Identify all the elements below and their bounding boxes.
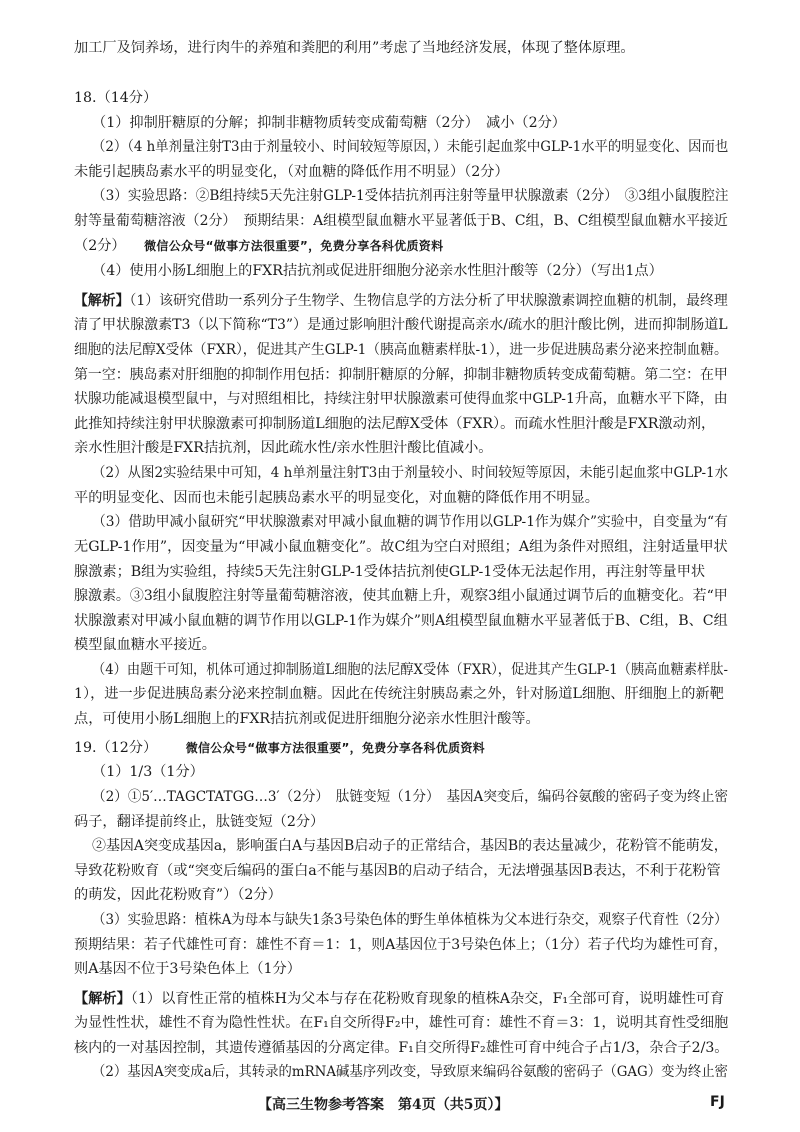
q19-analysis-1: 【解析】（1）以育性正常的植株H为父本与存在花粉败育现象的植株A杂交，F₁全部可育，说明雄性可育 — [74, 991, 725, 1007]
q18-answer-4: （4）使用小肠L细胞上的FXR拮抗剂或促进肝细胞分泌亲水性胆汁酸等（2分）（写出1点） — [92, 263, 663, 279]
q19-answer-3: （3）实验思路：植株A为母本与缺失1条3号染色体的野生单体植株为父本进行杂交，观察子代育性（2分） — [92, 912, 728, 928]
q18-analysis-line: （4）由题干可知，机体可通过抑制肠道L细胞的法尼醇X受体（FXR），促进其产生GLP-1（胰高血糖素样肽- — [92, 662, 728, 678]
q18-answer-2-cont: 未能引起胰岛素水平的明显变化，（对血糖的降低作用不明显）（2分） — [74, 164, 509, 180]
q18-answer-3: （3）实验思路：②B组持续5天先注射GLP-1受体拮抗剂再注射等量甲状腺激素（2分） ③3组小鼠腹腔注 — [92, 188, 729, 204]
q19-answer-2-cont: 码子，翻译提前终止，肽链变短（2分） — [74, 814, 325, 830]
q18-analysis-line: 腺激素。③3组小鼠腹腔注射等量葡萄糖溶液，使其血糖上升，观察3组小鼠通过调节后的血糖变化。若“甲 — [74, 588, 728, 604]
q19-analysis-line: 核内的一对基因控制，其遗传遵循基因的分离定律。F₁自交所得F₂雄性可育中纯合子占1/3，杂合子2/3。 — [74, 1040, 729, 1056]
q19-analysis-line: 为显性性状，雄性不育为隐性性状。在F₁自交所得F₂中，雄性可育：雄性不育＝3：1，说明其育性受细胞 — [74, 1015, 729, 1031]
q18-analysis-line: 第一空：胰岛素对肝细胞的抑制作用包括：抑制肝糖原的分解，抑制非糖物质转变成葡萄糖。第二空：在甲 — [74, 367, 728, 383]
q19-answer-1: （1）1/3（1分） — [92, 764, 204, 780]
q18-analysis-line: 状腺激素对甲减小鼠血糖的调节作用以GLP-1作为媒介”则A组模型鼠血糖水平显著低于B、C组，B、C组 — [74, 613, 728, 629]
q19-answer-2: （2）①5′…TAGCTATGG…3′（2分） 肽链变短（1分） 基因A突变后，编码谷氨酸的密码子变为终止密 — [92, 789, 728, 805]
q18-analysis-line: 1），进一步促进胰岛素分泌来控制血糖。因此在传统注射胰岛素之外，针对肠道L细胞、肝细胞上的新靶 — [74, 686, 724, 702]
q18-analysis-line: 模型鼠血糖水平接近。 — [74, 637, 216, 653]
q18-answer-3-score — [74, 236, 443, 256]
q19-answer-2b-cont: 导致花粉败育（或“突变后编码的蛋白a不能与基因B的启动子结合，无法增强基因B表达，不利于花粉管 — [74, 863, 721, 879]
q19-answer-2b-cont: 的萌发，因此花粉败育”）（2分） — [74, 887, 282, 903]
q18-analysis-line: （2）从图2实验结果中可知，4 h单剂量注射T3由于剂量较小、时间较短等原因，未能引起血浆中GLP-1水 — [92, 465, 729, 481]
q18-analysis-line: 无GLP-1作用”，因变量为“甲减小鼠血糖变化”。故C组为空白对照组；A组为条件对照组，注射适量甲状 — [74, 539, 728, 555]
text-line: 加工厂及饲养场，进行肉牛的养殖和粪肥的利用”考虑了当地经济发展，体现了整体原理。 — [74, 40, 635, 56]
q18-answer-3-cont: 射等量葡萄糖溶液（2分） 预期结果：A组模型鼠血糖水平显著低于B、C组，B、C组模型鼠血糖水平接近 — [74, 213, 728, 229]
page-footer: 【高三生物参考答案 第4页（共5页）】 — [258, 1097, 509, 1113]
q19-answer-3-result: 预期结果：若子代雄性可育：雄性不育＝1：1，则A基因位于3号染色体上；（1分）若子代均为雄性可育， — [74, 937, 728, 953]
analysis-tag: 【解析】 — [74, 293, 130, 309]
question-19-header: 19.（12分） 微信公众号“做事方法很重要”，免费分享各科优质资料 — [74, 740, 485, 756]
q18-analysis-line: （3）借助甲减小鼠研究“甲状腺激素对甲减小鼠血糖的调节作用以GLP-1作为媒介”实验中，自变量为“有 — [92, 514, 728, 530]
footer-code: FJ — [710, 1094, 725, 1110]
q18-answer-2: （2）（4 h单剂量注射T3由于剂量较小、时间较短等原因，）未能引起血浆中GLP-1水平的明显变化、因而也 — [92, 139, 729, 155]
q19-answer-3-result-cont: 则A基因不位于3号染色体上（1分） — [74, 961, 301, 977]
q18-answer-1: （1）抑制肝糖原的分解；抑制非糖物质转变成葡萄糖（2分） 减小（2分） — [92, 115, 566, 131]
q19-answer-2b: ②基因A突变成基因a，影响蛋白A与基因B启动子的正常结合，基因B的表达量减少，花粉管不能萌发， — [92, 838, 728, 854]
q18-analysis-line: 细胞的法尼醇X受体（FXR），促进其产生GLP-1（胰高血糖素样肽-1），进一步促进胰岛素分泌来控制血糖。 — [74, 342, 728, 358]
q18-analysis-1: 【解析】（1）该研究借助一系列分子生物学、生物信息学的方法分析了甲状腺激素调控血糖的机制，最终理 — [74, 293, 728, 309]
question-18-header: 18.（14分） — [74, 90, 158, 106]
q18-analysis-line: 清了甲状腺激素T3（以下简称“T3”）是通过影响胆汁酸代谢提高亲水/疏水的胆汁酸比例，进而抑制肠道L — [74, 317, 728, 333]
watermark-text: 微信公众号“做事方法很重要”，免费分享各科优质资料 — [144, 239, 444, 253]
q18-analysis-line: 状腺功能减退模型鼠中，与对照组相比，持续注射甲状腺激素可使得血浆中GLP-1升高，血糖水平下降，由 — [74, 391, 728, 407]
q18-analysis-line: 此推知持续注射甲状腺激素可抑制肠道L细胞的法尼醇X受体（FXR）。而疏水性胆汁酸是FXR激动剂， — [74, 416, 716, 432]
q18-analysis-line: 平的明显变化、因而也未能引起胰岛素水平的明显变化，对血糖的降低作用不明显。 — [74, 490, 599, 506]
q18-analysis-line: 点，可使用小肠L细胞上的FXR拮抗剂或促进肝细胞分泌亲水性胆汁酸等。 — [74, 711, 540, 727]
score-text: （2分） — [74, 238, 126, 254]
q19-analysis-line: （2）基因A突变成a后，其转录的mRNA碱基序列改变，导致原来编码谷氨酸的密码子（GAG）变为终止密 — [92, 1064, 728, 1080]
watermark-text: 微信公众号“做事方法很重要”，免费分享各科优质资料 — [185, 741, 485, 755]
analysis-tag: 【解析】 — [74, 991, 131, 1007]
q18-analysis-line: 亲水性胆汁酸是FXR拮抗剂，因此疏水性/亲水性胆汁酸比值减小。 — [74, 440, 493, 456]
q18-analysis-line: 腺激素；B组为实验组，持续5天先注射GLP-1受体拮抗剂使GLP-1受体无法起作用，再注射等量甲状 — [74, 564, 706, 580]
